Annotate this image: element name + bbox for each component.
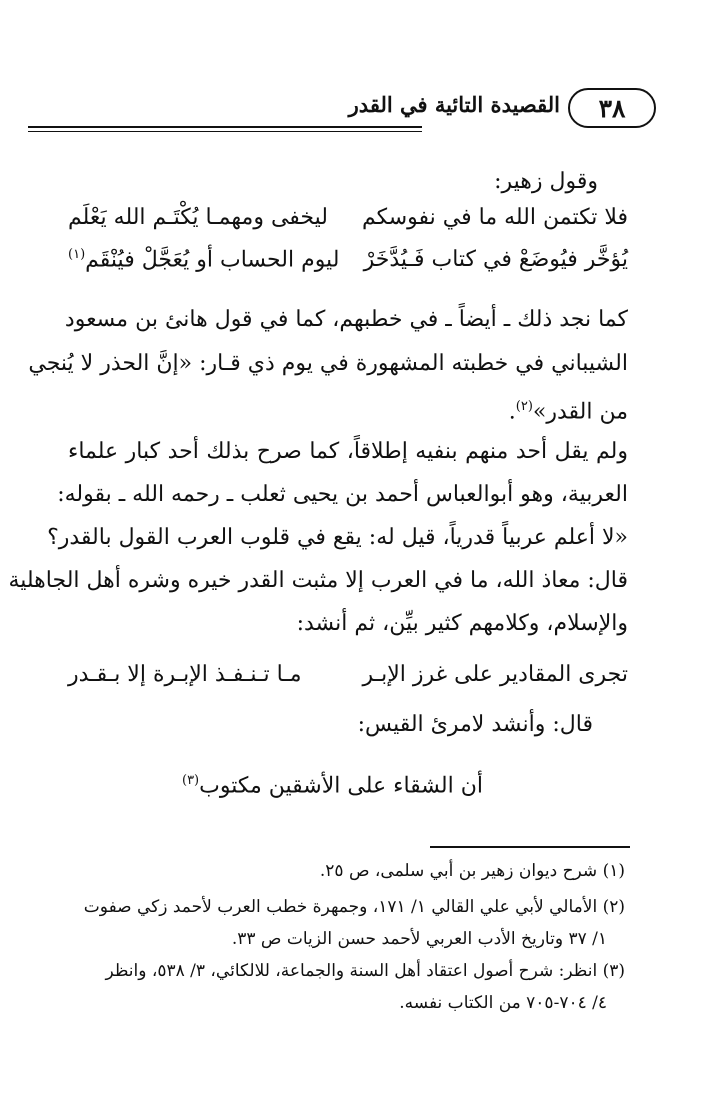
verse-2-second-half bbox=[68, 247, 339, 272]
verse-4-text: أن الشقاء على الأشقين مكتوب bbox=[199, 773, 483, 799]
para1-end-mark: . bbox=[508, 399, 516, 425]
header-rule bbox=[28, 126, 422, 128]
page-number-text: ٣٨ bbox=[598, 93, 626, 123]
verse-2-first-half: يُؤخَّر فيُوضَعْ في كتاب فَـيُدَّخَرْ bbox=[363, 247, 628, 272]
intro-imru: قال: وأنشد لامرئ القيس: bbox=[357, 712, 593, 737]
footnote-rule bbox=[430, 846, 630, 848]
footnote-1: (١) شرح ديوان زهير بن أبي سلمى، ص ٢٥. bbox=[319, 861, 625, 881]
para2-line-4: قال: معاذ الله، ما في العرب إلا مثبت القدر خيره وشره أهل الجاهلية bbox=[8, 568, 628, 593]
verse-3 bbox=[68, 662, 628, 694]
para2-line-5: والإسلام، وكلامهم كثير بيِّن، ثم أنشد: bbox=[296, 611, 628, 636]
para2-line-1: ولم يقل أحد منهم بنفيه إطلاقاً، كما صرح بذلك أحد كبار علماء bbox=[68, 439, 628, 464]
verse-3-first-half: تجرى المقادير على غرز الإبـر bbox=[362, 662, 628, 687]
header-rule-thin bbox=[28, 131, 422, 132]
running-title: القصيدة التائية في القدر bbox=[348, 92, 560, 117]
verse-2-second-half-text: ليوم الحساب أو يُعَجَّلْ فيُنْقَم bbox=[85, 247, 340, 273]
intro-zuhair: وقول زهير: bbox=[494, 169, 598, 194]
footnote-2-line-1: (٢) الأمالي لأبي علي القالي ١/ ١٧١، وجمهرة خطب العرب لأحمد زكي صفوت bbox=[83, 897, 625, 917]
footnote-2-line-2: ١/ ٣٧ وتاريخ الأدب العربي لأحمد حسن الزيات ص ٣٣. bbox=[231, 929, 607, 949]
verse-1 bbox=[68, 205, 628, 237]
para1-line-1: كما نجد ذلك ـ أيضاً ـ في خطبهم، كما في قول هانئ بن مسعود bbox=[64, 307, 628, 332]
para1-line-3 bbox=[68, 392, 628, 427]
page-number bbox=[568, 88, 656, 128]
para2-line-2: العربية، وهو أبوالعباس أحمد بن يحيى ثعلب ـ رحمه الله ـ بقوله: bbox=[57, 482, 628, 507]
footnote-3-line-1: (٣) انظر: شرح أصول اعتقاد أهل السنة والجماعة، للالكائي، ٣/ ٥٣٨، وانظر bbox=[105, 961, 625, 981]
verse-1-second-half: ليخفى ومهمـا يُكْتَـم الله يَعْلَم bbox=[68, 205, 328, 230]
verse-3-second-half: مـا تـنـفـذ الإبـرة إلا بـقـدر bbox=[68, 662, 302, 687]
para1-line-3-text: من القدر» bbox=[532, 399, 628, 425]
verse-4 bbox=[0, 766, 483, 801]
footnote-ref-2[interactable]: (٢) bbox=[515, 399, 533, 414]
footnote-3-line-2: ٤/ ٧٠٤-٧٠٥ من الكتاب نفسه. bbox=[399, 993, 607, 1013]
verse-2 bbox=[68, 247, 628, 279]
para1-line-2: الشيباني في خطبته المشهورة في يوم ذي قـار: «إنَّ الحذر لا يُنجي bbox=[28, 351, 628, 376]
footnote-ref-3[interactable]: (٣) bbox=[181, 773, 200, 788]
verse-1-first-half: فلا تكتمن الله ما في نفوسكم bbox=[361, 205, 628, 230]
page-header bbox=[28, 88, 656, 134]
para2-line-3: «لا أعلم عربياً قدرياً، قيل له: يقع في قلوب العرب القول بالقدر؟ bbox=[47, 525, 628, 550]
footnote-ref-1[interactable]: (١) bbox=[68, 247, 86, 262]
